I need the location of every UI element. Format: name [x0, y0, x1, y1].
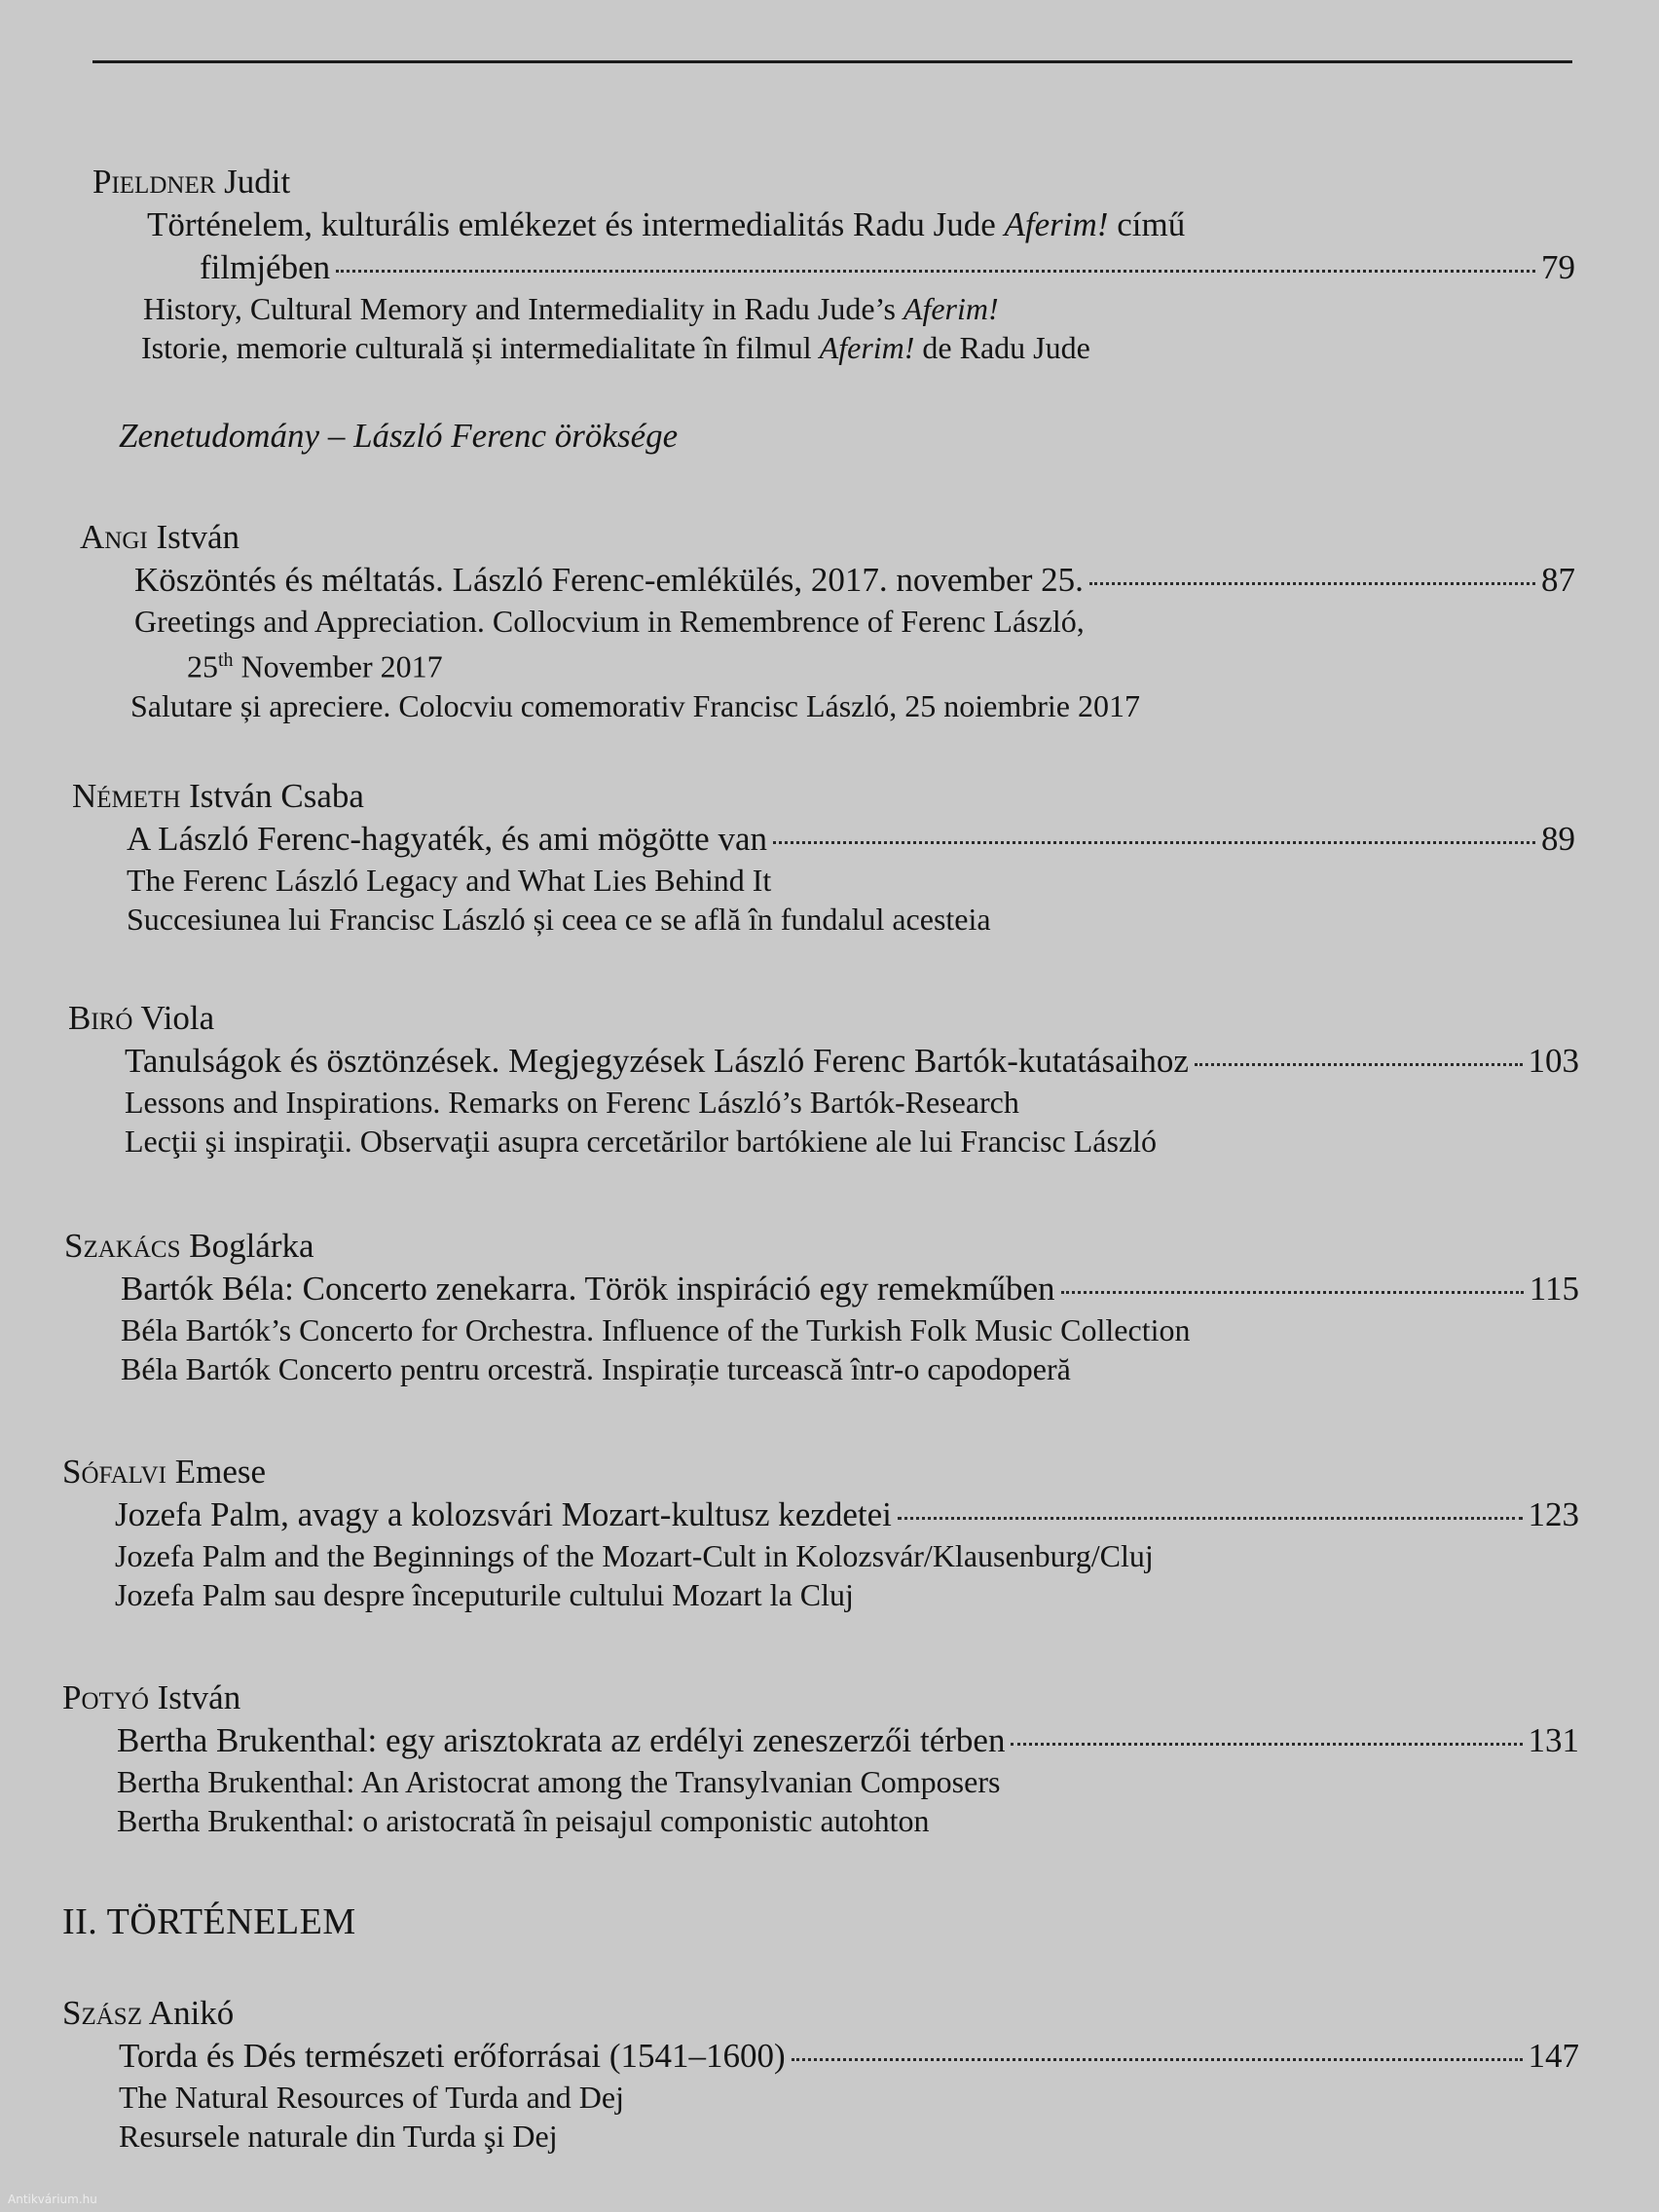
- top-rule: [92, 60, 1572, 63]
- title-hungarian: A László Ferenc-hagyaték, és ami mögötte van 89: [72, 818, 1575, 861]
- dot-leader: [1011, 1743, 1522, 1746]
- toc-entry: [91, 161, 1575, 367]
- page-number[interactable]: 115: [1529, 1270, 1579, 1308]
- title-romanian: Lecţii şi inspiraţii. Observaţii asupra cercetărilor bartókiene ale lui Francisc László: [125, 1124, 1158, 1159]
- author-name: Sófalvi Emese: [62, 1453, 267, 1491]
- title-english: History, Cultural Memory and Intermediality in Radu Jude’s Aferim!: [143, 291, 999, 326]
- toc-entry: [62, 1677, 1579, 1840]
- title-romanian: Succesiunea lui Francisc László și ceea ce se află în fundalul acesteia: [127, 902, 991, 937]
- title-romanian: Bertha Brukenthal: o aristocrată în peisajul componistic autohton: [117, 1803, 930, 1838]
- title-english: The Ferenc László Legacy and What Lies Behind It: [127, 863, 772, 898]
- title-hungarian: Köszöntés és méltatás. László Ferenc-emlékülés, 2017. november 25. 87: [80, 559, 1575, 602]
- toc-entry: [62, 1992, 1579, 2156]
- title-english-cont: 25th November 2017: [187, 648, 443, 684]
- toc-entry: [72, 775, 1575, 939]
- author-name: Szász Anikó: [62, 1994, 235, 2032]
- title-hungarian: Történelem, kulturális emlékezet és intermedialitás Radu Jude Aferim! című: [147, 205, 1186, 243]
- page-number[interactable]: 79: [1541, 248, 1575, 286]
- toc-entry: [68, 997, 1579, 1161]
- page-number[interactable]: 123: [1528, 1495, 1579, 1533]
- title-romanian: Resursele naturale din Turda şi Dej: [119, 2119, 558, 2154]
- title-english: The Natural Resources of Turda and Dej: [119, 2080, 624, 2115]
- page-number[interactable]: 131: [1528, 1721, 1579, 1759]
- dot-leader: [1089, 582, 1535, 585]
- toc-entry: [62, 1451, 1579, 1614]
- title-english: Béla Bartók’s Concerto for Orchestra. Influence of the Turkish Folk Music Collection: [121, 1312, 1191, 1347]
- dot-leader: [1195, 1063, 1523, 1066]
- dot-leader: [336, 270, 1535, 273]
- watermark: Antikvárium.hu: [8, 2193, 97, 2206]
- title-english: Bertha Brukenthal: An Aristocrat among the Transylvanian Composers: [117, 1764, 1001, 1799]
- author-name: Potyó István: [62, 1678, 241, 1716]
- title-english: Lessons and Inspirations. Remarks on Ferenc László’s Bartók-Research: [125, 1085, 1019, 1120]
- title-english: Jozefa Palm and the Beginnings of the Mozart-Cult in Kolozsvár/Klausenburg/Cluj: [115, 1538, 1154, 1573]
- author-name: Biró Viola: [68, 999, 215, 1037]
- title-romanian: Istorie, memorie culturală și intermedialitate în filmul Aferim! de Radu Jude: [141, 330, 1090, 365]
- dot-leader: [792, 2058, 1523, 2061]
- title-hungarian: Tanulságok és ösztönzések. Megjegyzések László Ferenc Bartók-kutatásaihoz 103: [68, 1040, 1579, 1083]
- title-english: Greetings and Appreciation. Collocvium in Remembrence of Ferenc László,: [134, 604, 1085, 639]
- title-hungarian: Jozefa Palm, avagy a kolozsvári Mozart-kultusz kezdetei 123: [62, 1493, 1579, 1536]
- author-name: Pieldner Judit: [92, 163, 291, 201]
- title-romanian: Jozefa Palm sau despre începuturile cultului Mozart la Cluj: [115, 1577, 854, 1612]
- page-number[interactable]: 103: [1528, 1042, 1579, 1080]
- page-number[interactable]: 87: [1541, 561, 1575, 599]
- page-number[interactable]: 147: [1528, 2037, 1579, 2075]
- author-name: Szakács Boglárka: [64, 1227, 314, 1265]
- author-name: Angi István: [80, 518, 240, 556]
- title-romanian: Béla Bartók Concerto pentru orcestră. Inspirație turcească într-o capodoperă: [121, 1351, 1071, 1386]
- title-continuation: filmjében 79: [91, 246, 1575, 289]
- title-hungarian: Bertha Brukenthal: egy arisztokrata az erdélyi zeneszerzői térben 131: [62, 1719, 1579, 1762]
- dot-leader: [1061, 1291, 1524, 1294]
- title-hungarian: Torda és Dés természeti erőforrásai (1541–1600) 147: [62, 2035, 1579, 2078]
- dot-leader: [898, 1517, 1523, 1520]
- section-heading: Zenetudomány – László Ferenc öröksége: [119, 417, 679, 455]
- author-name: Németh István Csaba: [72, 777, 364, 815]
- toc-entry: [80, 516, 1575, 725]
- dot-leader: [773, 841, 1535, 844]
- title-romanian: Salutare și apreciere. Colocviu comemorativ Francisc László, 25 noiembrie 2017: [130, 687, 1140, 723]
- chapter-heading: II. TÖRTÉNELEM: [62, 1901, 356, 1942]
- toc-entry: [64, 1225, 1579, 1388]
- page-number[interactable]: 89: [1541, 820, 1575, 858]
- title-hungarian: Bartók Béla: Concerto zenekarra. Török inspiráció egy remekműben 115: [64, 1268, 1579, 1310]
